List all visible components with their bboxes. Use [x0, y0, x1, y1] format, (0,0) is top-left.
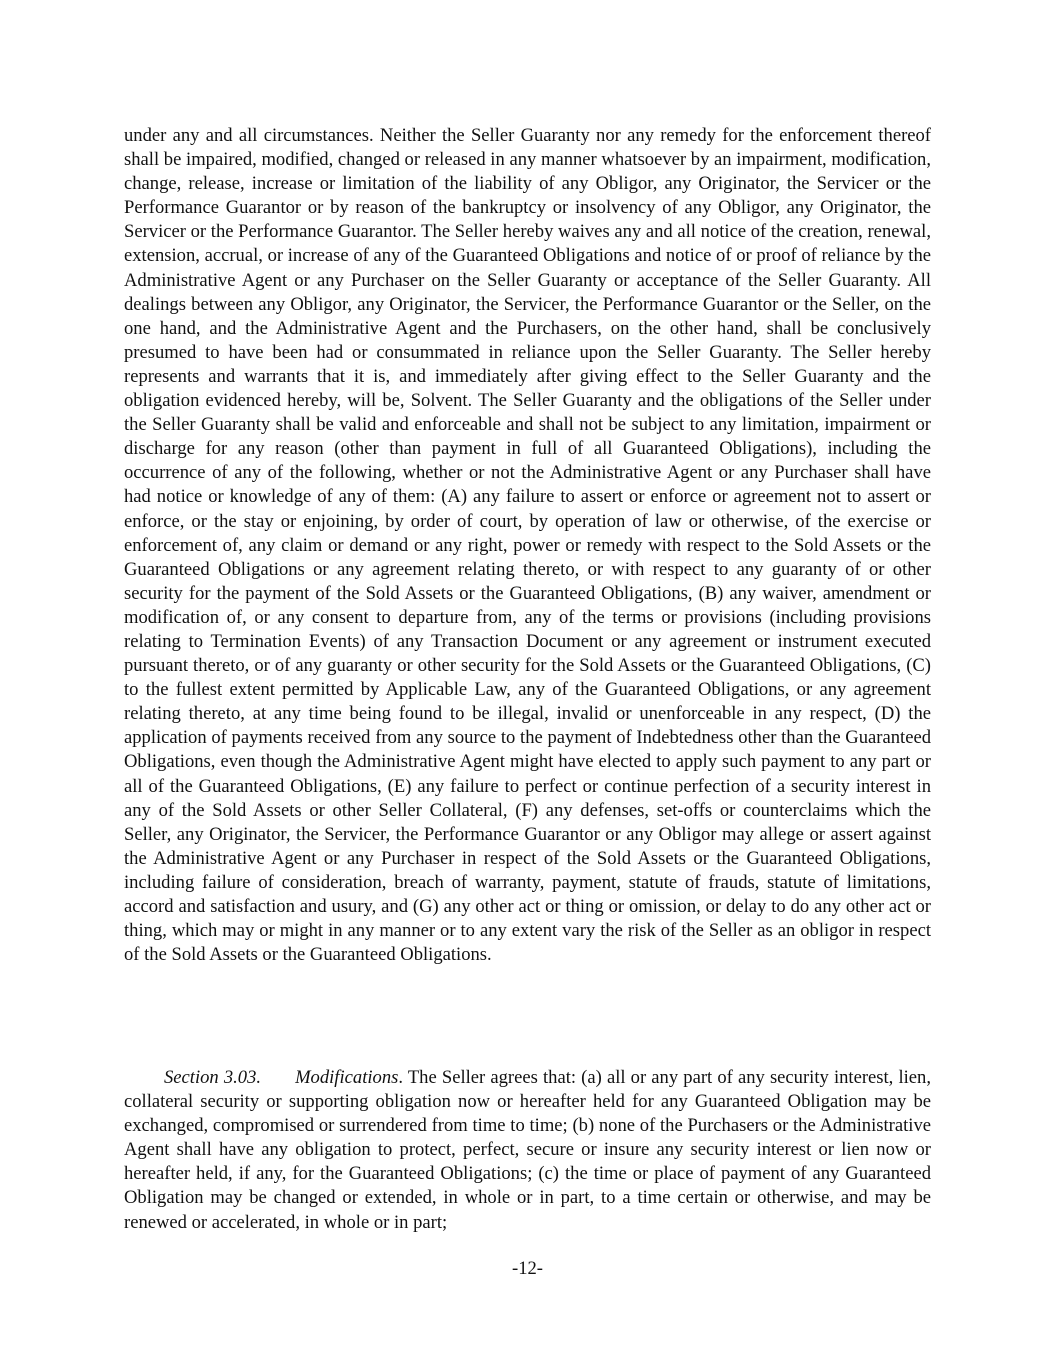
section-body: The Seller agrees that: (a) all or any part of any security interest, lien, collateral security or supporting obligation now or hereafter held for any Guaranteed Obligation may be exchanged, compromised or surrendered from time to time; (b) none of the Purchasers or the Administrative Agent shall have any obligation to protect, perfect, secure or insure any security interest or lien now or hereafter held, if any, for the Guaranteed Obligations; (c) the time or place of payment of any Guaranteed Obligation may be changed or extended, in whole or in part, to a time certain or otherwise, and may be renewed or accelerated, in whole or in part; [124, 1067, 931, 1233]
paragraph-section-3-03 [124, 1066, 931, 1235]
paragraph-seller-guaranty-continued: under any and all circumstances. Neither the Seller Guaranty nor any remedy for the enforcement thereof shall be impaired, modified, changed or released in any manner whatsoever by an impairment, modification, change, release, increase or limitation of the liability of any Obligor, any Originator, the Servicer or the Performance Guarantor or by reason of the bankruptcy or insolvency of any Obligor, any Originator, the Servicer or the Performance Guarantor. The Seller hereby waives any and all notice of the creation, renewal, extension, accrual, or increase of any of the Guaranteed Obligations and notice of or proof of reliance by the Administrative Agent or any Purchaser on the Seller Guaranty or acceptance of the Seller Guaranty. All dealings between any Obligor, any Originator, the Servicer, the Performance Guarantor or the Seller, on the one hand, and the Administrative Agent and the Purchasers, on the other hand, shall be conclusively presumed to have been had or consummated in reliance upon the Seller Guaranty. The Seller hereby represents and warrants that it is, and immediately after giving effect to the Seller Guaranty and the obligation evidenced hereby, will be, Solvent. The Seller Guaranty and the obligations of the Seller under the Seller Guaranty shall be valid and enforceable and shall not be subject to any limitation, impairment or discharge for any reason (other than payment in full of all Guaranteed Obligations), including the occurrence of any of the following, whether or not the Administrative Agent or any Purchaser shall have had notice or knowledge of any of them: (A) any failure to assert or enforce or agreement not to assert or enforce, or the stay or enjoining, by order of court, by operation of law or otherwise, of the exercise or enforcement of, any claim or demand or any right, power or remedy with respect to the Sold Assets or the Guaranteed Obligations or any agreement relating thereto, or with respect to any guaranty of or other security for the payment of the Sold Assets or the Guaranteed Obligations, (B) any waiver, amendment or modification of, or any consent to departure from, any of the terms or provisions (including provisions relating to Termination Events) of any Transaction Document or any agreement or instrument executed pursuant thereto, or of any guaranty or other security for the Sold Assets or the Guaranteed Obligations, (C) to the fullest extent permitted by Applicable Law, any of the Guaranteed Obligations, or any agreement relating thereto, at any time being found to be illegal, invalid or unenforceable in any respect, (D) the application of payments received from any source to the payment of Indebtedness other than the Guaranteed Obligations, even though the Administrative Agent might have elected to apply such payment to any part or all of the Guaranteed Obligations, (E) any failure to perfect or continue perfection of a security interest in any of the Sold Assets or other Seller Collateral, (F) any defenses, set-offs or counterclaims which the Seller, any Originator, the Servicer, the Performance Guarantor or any Obligor may allege or assert against the Administrative Agent or any Purchaser in respect of the Sold Assets or the Guaranteed Obligations, including failure of consideration, breach of warranty, payment, statute of frauds, statute of limitations, accord and satisfaction and usury, and (G) any other act or thing or omission, or delay to do any other act or thing, which may or might in any manner or to any extent vary the risk of the Seller as an obligor in respect of the Sold Assets or the Guaranteed Obligations. [124, 125, 931, 966]
section-title-punct: . [398, 1067, 404, 1088]
page-number: -12- [512, 1258, 543, 1279]
section-number: Section 3.03. [164, 1067, 262, 1088]
section-title: Modifications [295, 1067, 399, 1088]
